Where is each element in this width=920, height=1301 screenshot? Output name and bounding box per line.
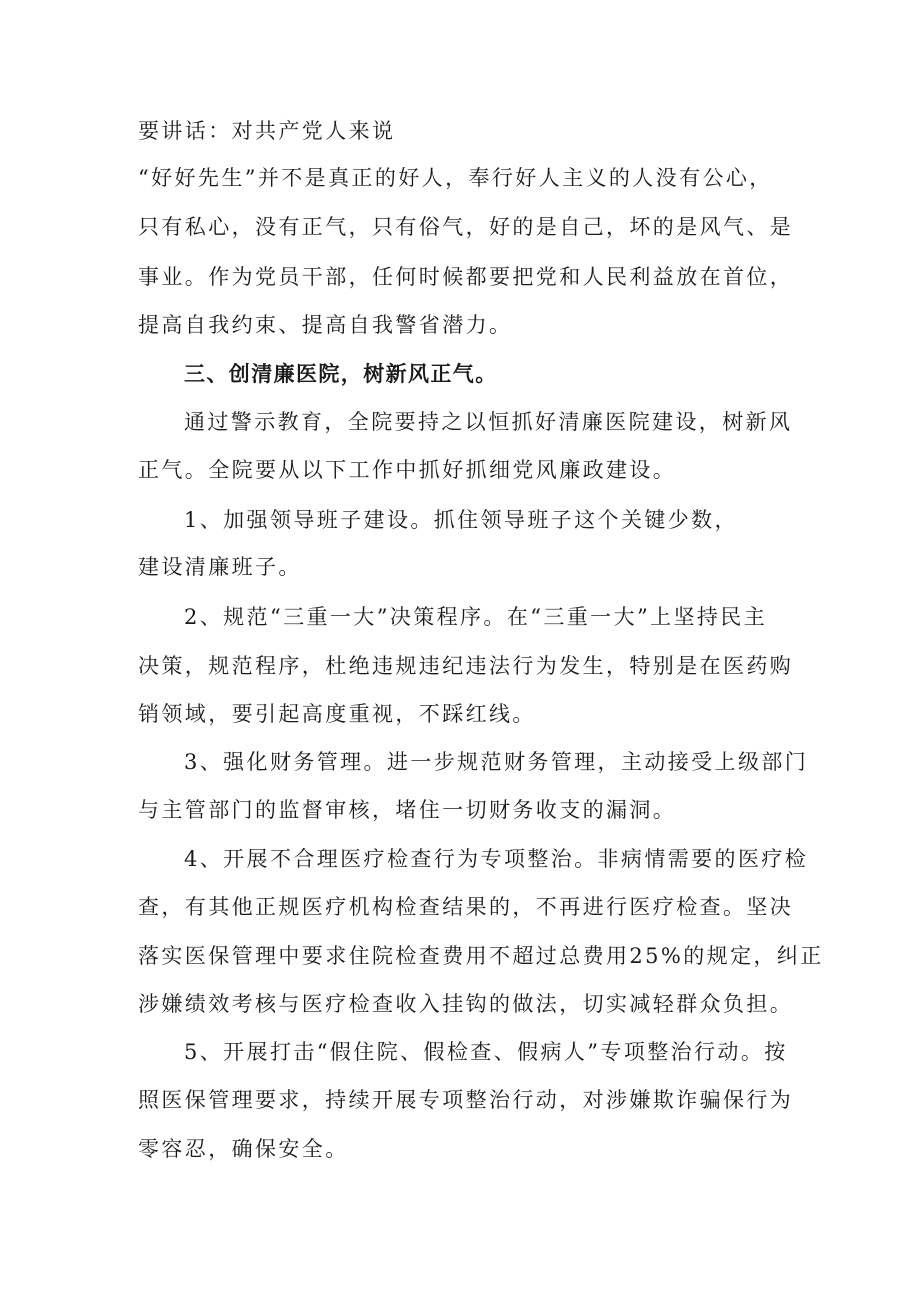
text-line: 提高自我约束、提高自我警省潜力。 [138,313,513,337]
text-line: 只有私心，没有正气，只有俗气，好的是自己，坏的是风气、是 [138,215,794,239]
text-line: 事业。作为党员干部，任何时候都要把党和人民利益放在首位， [138,265,794,289]
list-item-2-line: 销领域，要引起高度重视，不踩红线。 [138,702,536,726]
section-heading: 三、创清廉医院，树新风正气。 [184,362,498,386]
text-line: “好好先生”并不是真正的好人，奉行好人主义的人没有公心， [138,166,773,190]
list-item-4-line: 查，有其他正规医疗机构检查结果的，不再进行医疗检查。坚决 [138,895,794,919]
list-item-4-line: 落实医保管理中要求住院检查费用不超过总费用25%的规定，纠正 [138,944,824,968]
list-item-5-line: 零容忍，确保安全。 [138,1137,349,1161]
list-item-4-line: 涉嫌绩效考核与医疗检查收入挂钩的做法，切实减轻群众负担。 [138,992,794,1016]
list-item-5-line: 5、开展打击“假住院、假检查、假病人”专项整治行动。按 [184,1040,788,1064]
list-item-2-line: 决策，规范程序，杜绝违规违纪违法行为发生，特别是在医药购 [138,654,794,678]
list-item-4-line: 4、开展不合理医疗检查行为专项整治。非病情需要的医疗检 [184,847,809,871]
list-item-3-line: 3、强化财务管理。进一步规范财务管理，主动接受上级部门 [184,750,809,774]
list-item-1-line: 1、加强领导班子建设。抓住领导班子这个关键少数， [184,508,738,532]
list-item-5-line: 照医保管理要求，持续开展专项整治行动，对涉嫌欺诈骗保行为 [138,1088,794,1112]
text-line: 要讲话：对共产党人来说 [138,119,396,143]
text-line: 通过警示教育，全院要持之以恒抓好清廉医院建设，树新风 [184,410,793,434]
list-item-1-line: 建设清廉班子。 [138,555,302,579]
list-item-2-line: 2、规范“三重一大”决策程序。在“三重一大”上坚持民主 [184,605,768,629]
list-item-3-line: 与主管部门的监督审核，堵住一切财务收支的漏洞。 [138,798,677,822]
text-line: 正气。全院要从以下工作中抓好抓细党风廉政建设。 [138,458,677,482]
